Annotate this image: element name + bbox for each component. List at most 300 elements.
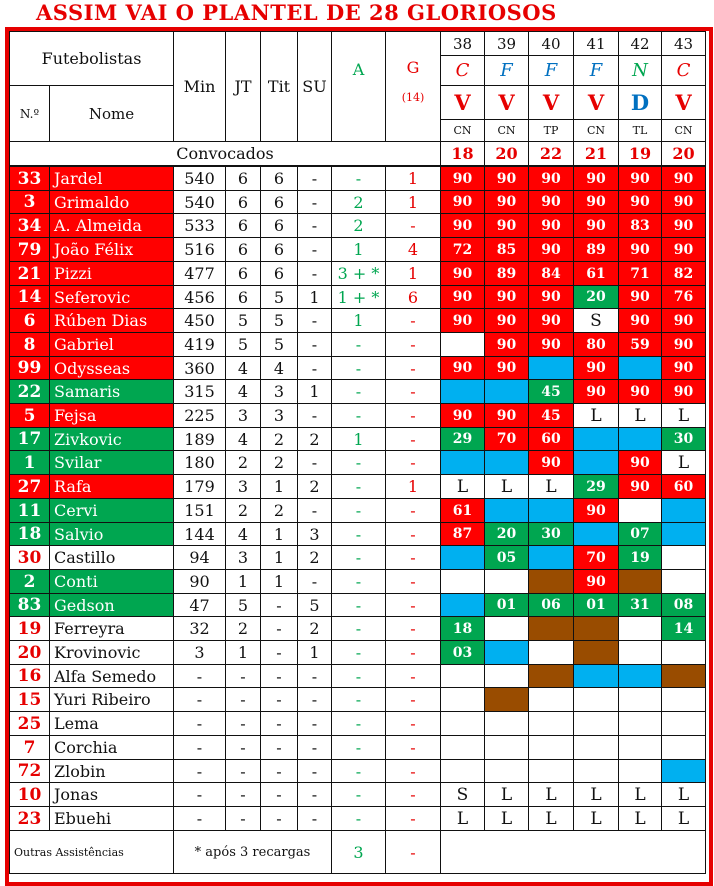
player-game-minutes: 90 <box>618 474 662 499</box>
player-subs: 2 <box>297 616 332 641</box>
player-game-minutes <box>528 711 574 736</box>
player-game-minutes: 45 <box>528 403 574 428</box>
player-game-minutes: 90 <box>661 190 706 214</box>
player-assists: 1 <box>331 427 386 451</box>
player-games: 2 <box>225 498 261 523</box>
player-minutes: 516 <box>173 237 226 262</box>
player-game-minutes: 90 <box>528 190 574 214</box>
player-name: Rafa <box>49 474 174 499</box>
player-game-minutes <box>618 356 662 380</box>
player-games: 6 <box>225 261 261 286</box>
player-assists: - <box>331 664 386 688</box>
player-game-minutes <box>661 664 706 688</box>
player-game-minutes <box>484 498 529 523</box>
player-game-minutes: 82 <box>661 261 706 286</box>
player-games: 6 <box>225 166 261 191</box>
player-number: 15 <box>9 687 50 712</box>
player-games: 6 <box>225 237 261 262</box>
player-game-minutes: 90 <box>484 403 529 428</box>
player-name: Cervi <box>49 498 174 523</box>
player-game-minutes <box>573 664 619 688</box>
player-goals: - <box>385 498 441 523</box>
player-games: - <box>225 806 261 831</box>
player-game-minutes <box>661 522 706 546</box>
player-game-minutes <box>440 664 485 688</box>
player-assists: - <box>331 166 386 191</box>
player-name: Lema <box>49 711 174 736</box>
player-starts: 5 <box>260 308 298 333</box>
player-game-minutes: 83 <box>618 213 662 238</box>
player-minutes: 315 <box>173 379 226 404</box>
footer-assists: 3 <box>331 830 386 874</box>
player-assists: - <box>331 498 386 523</box>
convocados-count: 19 <box>618 141 662 166</box>
player-game-minutes: 90 <box>440 213 485 238</box>
player-number: 33 <box>9 166 50 191</box>
player-assists: - <box>331 545 386 570</box>
player-assists: 2 <box>331 213 386 238</box>
game-result: V <box>484 85 529 120</box>
header-su: SU <box>297 31 332 142</box>
player-number: 27 <box>9 474 50 499</box>
player-game-minutes <box>618 735 662 760</box>
player-games: 4 <box>225 522 261 546</box>
player-game-minutes: 72 <box>440 237 485 262</box>
player-minutes: - <box>173 711 226 736</box>
player-name: Samaris <box>49 379 174 404</box>
game-venue: N <box>618 55 662 86</box>
player-assists: 2 <box>331 190 386 214</box>
page-title: ASSIM VAI O PLANTEL DE 28 GLORIOSOS <box>36 0 557 25</box>
player-game-minutes: 90 <box>661 332 706 357</box>
player-game-minutes: L <box>618 403 662 428</box>
player-game-minutes <box>661 640 706 665</box>
player-game-minutes <box>484 664 529 688</box>
player-name: Zivkovic <box>49 427 174 451</box>
player-game-minutes: 90 <box>573 498 619 523</box>
player-game-minutes: 90 <box>484 285 529 309</box>
header-jt: JT <box>225 31 261 142</box>
player-games: 1 <box>225 640 261 665</box>
player-game-minutes <box>618 640 662 665</box>
player-game-minutes: 14 <box>661 616 706 641</box>
game-number: 38 <box>440 31 485 56</box>
player-number: 72 <box>9 759 50 783</box>
player-game-minutes <box>618 427 662 451</box>
player-starts: 1 <box>260 474 298 499</box>
player-game-minutes: 30 <box>661 427 706 451</box>
player-game-minutes <box>440 379 485 404</box>
player-game-minutes: 90 <box>528 308 574 333</box>
player-game-minutes <box>661 687 706 712</box>
player-game-minutes: L <box>484 806 529 831</box>
player-game-minutes: 90 <box>440 308 485 333</box>
player-games: 2 <box>225 616 261 641</box>
player-game-minutes: 03 <box>440 640 485 665</box>
player-game-minutes: 90 <box>484 332 529 357</box>
player-minutes: - <box>173 664 226 688</box>
player-game-minutes <box>661 759 706 783</box>
player-starts: 2 <box>260 450 298 475</box>
player-goals: - <box>385 687 441 712</box>
game-result: V <box>573 85 619 120</box>
game-result: V <box>440 85 485 120</box>
player-game-minutes: 90 <box>484 166 529 191</box>
game-venue: C <box>440 55 485 86</box>
player-number: 6 <box>9 308 50 333</box>
player-name: Fejsa <box>49 403 174 428</box>
player-game-minutes: 18 <box>440 616 485 641</box>
player-game-minutes: 90 <box>440 261 485 286</box>
player-minutes: 225 <box>173 403 226 428</box>
player-games: - <box>225 782 261 807</box>
player-assists: 1 + * <box>331 285 386 309</box>
player-number: 1 <box>9 450 50 475</box>
player-games: 5 <box>225 308 261 333</box>
player-name: Seferovic <box>49 285 174 309</box>
player-game-minutes: 87 <box>440 522 485 546</box>
header-numero: N.º <box>9 85 50 142</box>
player-game-minutes <box>440 593 485 617</box>
player-game-minutes: 70 <box>573 545 619 570</box>
game-number: 39 <box>484 31 529 56</box>
player-game-minutes <box>618 569 662 594</box>
player-starts: - <box>260 593 298 617</box>
game-venue: F <box>573 55 619 86</box>
player-game-minutes: L <box>661 806 706 831</box>
player-subs: - <box>297 687 332 712</box>
game-number: 40 <box>528 31 574 56</box>
convocados-label: Convocados <box>9 141 441 166</box>
player-game-minutes: 61 <box>440 498 485 523</box>
player-assists: - <box>331 735 386 760</box>
footer-blank <box>440 830 706 874</box>
player-assists: 1 <box>331 237 386 262</box>
player-games: - <box>225 759 261 783</box>
player-game-minutes: L <box>528 806 574 831</box>
player-starts: 5 <box>260 285 298 309</box>
header-a: A <box>331 31 386 142</box>
player-game-minutes <box>528 640 574 665</box>
player-starts: 1 <box>260 569 298 594</box>
player-name: Gabriel <box>49 332 174 357</box>
player-minutes: 3 <box>173 640 226 665</box>
player-game-minutes: 60 <box>528 427 574 451</box>
player-game-minutes: 71 <box>618 261 662 286</box>
player-assists: - <box>331 522 386 546</box>
player-games: 6 <box>225 213 261 238</box>
player-game-minutes: 60 <box>661 474 706 499</box>
player-games: - <box>225 711 261 736</box>
player-game-minutes <box>661 498 706 523</box>
player-minutes: 32 <box>173 616 226 641</box>
player-games: 3 <box>225 403 261 428</box>
player-subs: 1 <box>297 379 332 404</box>
player-goals: - <box>385 545 441 570</box>
player-name: Gedson <box>49 593 174 617</box>
player-games: - <box>225 664 261 688</box>
player-game-minutes: 06 <box>528 593 574 617</box>
footer-goals: - <box>385 830 441 874</box>
player-assists: - <box>331 379 386 404</box>
player-goals: 1 <box>385 166 441 191</box>
player-starts: - <box>260 687 298 712</box>
player-game-minutes: 90 <box>528 285 574 309</box>
player-game-minutes: 30 <box>528 522 574 546</box>
player-name: Conti <box>49 569 174 594</box>
player-goals: - <box>385 640 441 665</box>
player-game-minutes: 90 <box>484 356 529 380</box>
player-minutes: 151 <box>173 498 226 523</box>
player-goals: 6 <box>385 285 441 309</box>
player-subs: - <box>297 782 332 807</box>
player-number: 7 <box>9 735 50 760</box>
player-goals: - <box>385 759 441 783</box>
convocados-count: 22 <box>528 141 574 166</box>
player-game-minutes: L <box>440 806 485 831</box>
player-subs: - <box>297 166 332 191</box>
player-game-minutes <box>618 711 662 736</box>
player-game-minutes: 85 <box>484 237 529 262</box>
player-starts: - <box>260 616 298 641</box>
player-game-minutes <box>661 735 706 760</box>
game-venue: C <box>661 55 706 86</box>
player-minutes: - <box>173 735 226 760</box>
player-name: Grimaldo <box>49 190 174 214</box>
player-game-minutes <box>528 664 574 688</box>
player-games: 4 <box>225 379 261 404</box>
player-goals: - <box>385 332 441 357</box>
player-minutes: 90 <box>173 569 226 594</box>
player-game-minutes <box>440 687 485 712</box>
player-game-minutes: 90 <box>618 308 662 333</box>
player-name: Svilar <box>49 450 174 475</box>
game-number: 42 <box>618 31 662 56</box>
player-game-minutes: 61 <box>573 261 619 286</box>
game-venue: F <box>484 55 529 86</box>
player-number: 16 <box>9 664 50 688</box>
player-starts: 5 <box>260 332 298 357</box>
player-name: Salvio <box>49 522 174 546</box>
player-game-minutes <box>484 616 529 641</box>
player-subs: - <box>297 308 332 333</box>
game-result: D <box>618 85 662 120</box>
player-game-minutes <box>618 664 662 688</box>
player-game-minutes <box>661 569 706 594</box>
player-assists: - <box>331 687 386 712</box>
player-number: 14 <box>9 285 50 309</box>
player-game-minutes: 20 <box>484 522 529 546</box>
player-game-minutes: 90 <box>484 213 529 238</box>
player-game-minutes: 29 <box>573 474 619 499</box>
header-tit: Tit <box>260 31 298 142</box>
player-name: Zlobin <box>49 759 174 783</box>
player-game-minutes <box>440 735 485 760</box>
player-game-minutes: 89 <box>484 261 529 286</box>
player-goals: - <box>385 427 441 451</box>
player-game-minutes <box>528 759 574 783</box>
player-game-minutes: 01 <box>573 593 619 617</box>
player-number: 17 <box>9 427 50 451</box>
player-game-minutes <box>661 711 706 736</box>
convocados-count: 20 <box>661 141 706 166</box>
player-goals: - <box>385 664 441 688</box>
player-games: 6 <box>225 190 261 214</box>
player-minutes: 456 <box>173 285 226 309</box>
player-game-minutes: L <box>618 806 662 831</box>
player-game-minutes: L <box>484 474 529 499</box>
player-assists: - <box>331 782 386 807</box>
player-game-minutes: L <box>440 474 485 499</box>
player-goals: - <box>385 213 441 238</box>
player-game-minutes: 07 <box>618 522 662 546</box>
player-goals: 1 <box>385 190 441 214</box>
game-number: 41 <box>573 31 619 56</box>
player-number: 11 <box>9 498 50 523</box>
header-min: Min <box>173 31 226 142</box>
player-assists: 3 + * <box>331 261 386 286</box>
footer-label: Outras Assistências <box>9 830 174 874</box>
player-name: A. Almeida <box>49 213 174 238</box>
player-game-minutes: 31 <box>618 593 662 617</box>
player-starts: 6 <box>260 166 298 191</box>
player-assists: - <box>331 759 386 783</box>
player-starts: 1 <box>260 522 298 546</box>
player-number: 5 <box>9 403 50 428</box>
player-game-minutes <box>528 498 574 523</box>
player-goals: - <box>385 782 441 807</box>
player-game-minutes <box>528 616 574 641</box>
player-game-minutes: 05 <box>484 545 529 570</box>
player-game-minutes <box>528 356 574 380</box>
player-assists: - <box>331 403 386 428</box>
player-subs: - <box>297 261 332 286</box>
player-name: Ebuehi <box>49 806 174 831</box>
player-subs: 2 <box>297 474 332 499</box>
player-game-minutes: 90 <box>661 213 706 238</box>
player-subs: - <box>297 498 332 523</box>
player-game-minutes <box>573 759 619 783</box>
player-name: Jonas <box>49 782 174 807</box>
player-minutes: 419 <box>173 332 226 357</box>
player-game-minutes <box>484 711 529 736</box>
player-assists: - <box>331 332 386 357</box>
player-game-minutes: S <box>440 782 485 807</box>
player-game-minutes: 90 <box>618 285 662 309</box>
player-minutes: 189 <box>173 427 226 451</box>
header-nome: Nome <box>49 85 174 142</box>
player-subs: - <box>297 332 332 357</box>
player-games: 3 <box>225 474 261 499</box>
player-game-minutes <box>484 687 529 712</box>
player-games: 4 <box>225 356 261 380</box>
player-game-minutes: 90 <box>661 308 706 333</box>
player-game-minutes: S <box>573 308 619 333</box>
player-goals: 1 <box>385 261 441 286</box>
player-game-minutes <box>484 569 529 594</box>
player-goals: - <box>385 616 441 641</box>
player-minutes: 144 <box>173 522 226 546</box>
player-name: Alfa Semedo <box>49 664 174 688</box>
player-subs: - <box>297 711 332 736</box>
player-subs: 2 <box>297 545 332 570</box>
player-game-minutes: 20 <box>573 285 619 309</box>
player-minutes: 450 <box>173 308 226 333</box>
player-starts: - <box>260 640 298 665</box>
player-game-minutes: L <box>573 782 619 807</box>
player-game-minutes: 90 <box>528 166 574 191</box>
player-starts: 1 <box>260 545 298 570</box>
game-competition: CN <box>661 119 706 142</box>
convocados-count: 20 <box>484 141 529 166</box>
player-game-minutes: L <box>528 474 574 499</box>
player-game-minutes <box>528 545 574 570</box>
game-result: V <box>661 85 706 120</box>
player-game-minutes: 90 <box>618 190 662 214</box>
player-game-minutes: 84 <box>528 261 574 286</box>
player-game-minutes: 90 <box>440 190 485 214</box>
player-goals: 4 <box>385 237 441 262</box>
player-number: 22 <box>9 379 50 404</box>
player-subs: - <box>297 664 332 688</box>
player-subs: - <box>297 356 332 380</box>
header-g-label: G <box>406 58 420 77</box>
player-minutes: 47 <box>173 593 226 617</box>
player-starts: 3 <box>260 379 298 404</box>
player-game-minutes: 90 <box>484 308 529 333</box>
player-starts: 4 <box>260 356 298 380</box>
player-game-minutes <box>484 640 529 665</box>
player-subs: - <box>297 190 332 214</box>
player-games: 1 <box>225 569 261 594</box>
player-subs: - <box>297 403 332 428</box>
player-game-minutes: 70 <box>484 427 529 451</box>
player-goals: - <box>385 593 441 617</box>
game-competition: TP <box>528 119 574 142</box>
player-game-minutes: 76 <box>661 285 706 309</box>
player-subs: 2 <box>297 427 332 451</box>
player-minutes: 540 <box>173 190 226 214</box>
footer-note: * após 3 recargas <box>173 830 332 874</box>
player-number: 83 <box>9 593 50 617</box>
player-name: Rúben Dias <box>49 308 174 333</box>
player-assists: - <box>331 593 386 617</box>
player-name: Castillo <box>49 545 174 570</box>
player-assists: - <box>331 474 386 499</box>
player-games: 4 <box>225 427 261 451</box>
player-minutes: - <box>173 759 226 783</box>
player-assists: - <box>331 806 386 831</box>
player-subs: - <box>297 450 332 475</box>
player-starts: - <box>260 664 298 688</box>
player-game-minutes <box>573 687 619 712</box>
player-starts: - <box>260 711 298 736</box>
player-assists: - <box>331 569 386 594</box>
player-game-minutes <box>440 569 485 594</box>
game-competition: CN <box>484 119 529 142</box>
player-game-minutes: 90 <box>618 450 662 475</box>
player-starts: 6 <box>260 237 298 262</box>
convocados-count: 18 <box>440 141 485 166</box>
player-goals: - <box>385 522 441 546</box>
player-starts: - <box>260 782 298 807</box>
player-game-minutes: 90 <box>440 403 485 428</box>
player-game-minutes: 90 <box>573 356 619 380</box>
player-game-minutes <box>440 545 485 570</box>
player-goals: - <box>385 308 441 333</box>
player-goals: - <box>385 379 441 404</box>
player-starts: 6 <box>260 190 298 214</box>
